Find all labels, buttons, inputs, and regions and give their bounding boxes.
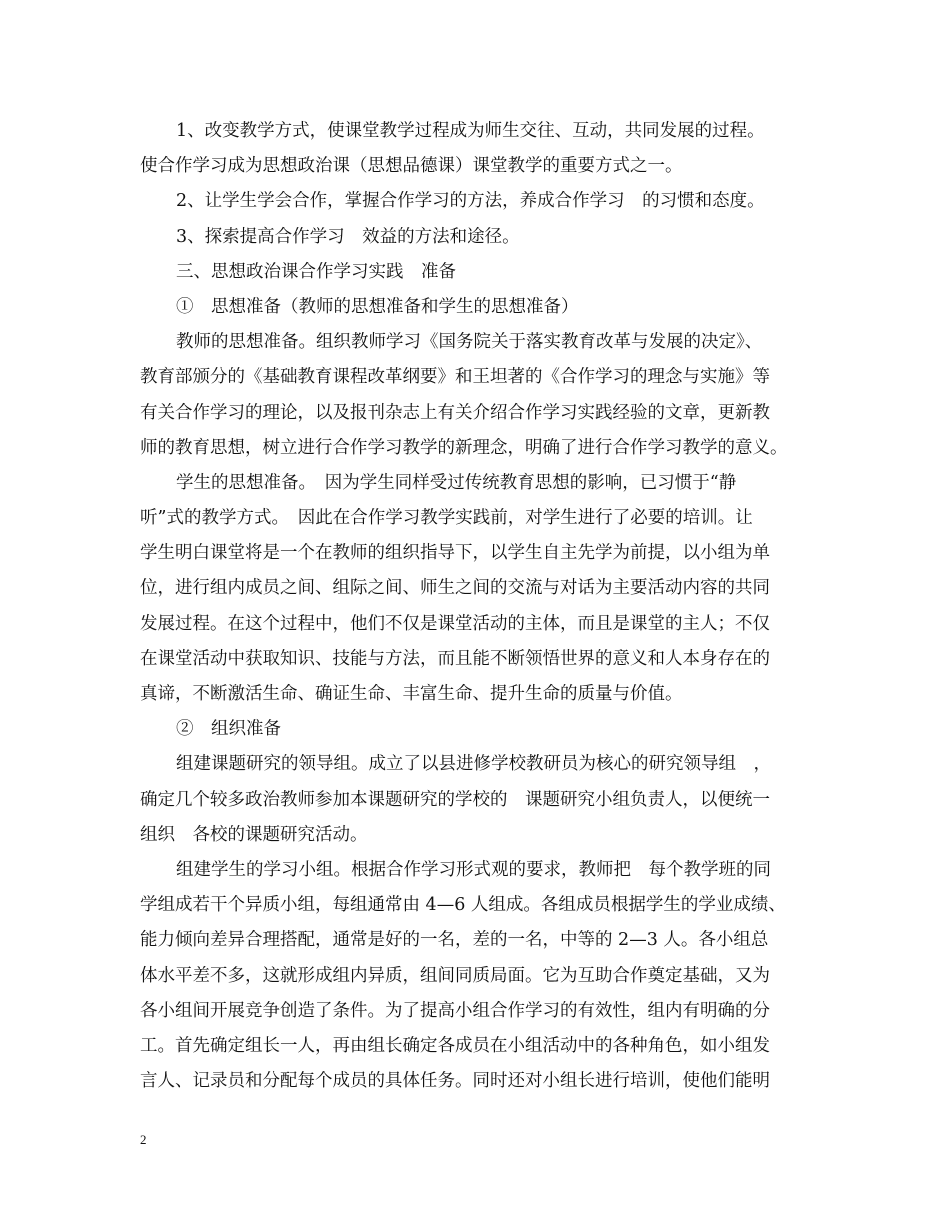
paragraph-line: 1、改变教学方式，使课堂教学过程成为师生交往、互动，共同发展的过程。 [176, 121, 765, 141]
paragraph-line: 2、让学生学会合作，掌握合作学习的方法，养成合作学习 的习惯和态度。 [176, 191, 765, 212]
paragraph-line: 确定几个较多政治教师参加本课题研究的学校的 课题研究小组负责人，以便统一 [140, 789, 770, 810]
paragraph-line: 言人、记录员和分配每个成员的具体任务。同时还对小组长进行培训，使他们能明 [140, 1071, 770, 1092]
paragraph-line: 组建课题研究的领导组。成立了以县进修学校教研员为核心的研究领导组 ， [176, 754, 771, 775]
paragraph-line: 组建学生的学习小组。根据合作学习形式观的要求，教师把 每个教学班的同 [176, 859, 771, 880]
page-number: 2 [140, 1132, 147, 1147]
paragraph-line: 3、探索提高合作学习 效益的方法和途径。 [176, 226, 520, 247]
paragraph-line: 体水平差不多，这就形成组内异质，组间同质局面。它为互助合作奠定基础，又为 [140, 965, 770, 986]
paragraph-line: 真谛，不断激活生命、确证生命、丰富生命、提升生命的质量与价值。 [140, 684, 683, 704]
paragraph-line: 教师的思想准备。组织教师学习《国务院关于落实教育改革与发展的决定》、 [176, 332, 763, 353]
paragraph-line: 发展过程。在这个过程中，他们不仅是课堂活动的主体，而且是课堂的主人；不仅 [140, 613, 770, 634]
paragraph-line: 位，进行组内成员之间、组际之间、师生之间的交流与对话为主要活动内容的共同 [140, 578, 770, 599]
paragraph-line: 师的教育思想，树立进行合作学习教学的新理念，明确了进行合作学习教学的意义。 [140, 437, 788, 458]
paragraph-line: 学生明白课堂将是一个在教师的组织指导下，以学生自主先学为前提，以小组为单 [140, 543, 770, 564]
paragraph-line: 组织 各校的课题研究活动。 [140, 824, 368, 845]
subsection-heading: ① 思想准备（教师的思想准备和学生的思想准备） [176, 296, 579, 317]
paragraph-line: 能力倾向差异合理搭配，通常是好的一名，差的一名，中等的 2—3 人。各小组总 [140, 930, 769, 951]
body-text [140, 114, 820, 1099]
paragraph-line: 在课堂活动中获取知识、技能与方法，而且能不断领悟世界的意义和人本身存在的 [140, 648, 770, 669]
section-heading: 三、思想政治课合作学习实践 准备 [176, 261, 456, 282]
paragraph-line: 工。首先确定组长一人，再由组长确定各成员在小组活动中的各种角色，如小组发 [140, 1035, 770, 1056]
subsection-heading: ② 组织准备 [176, 719, 281, 740]
paragraph-line: 教育部颁分的《基础教育课程改革纲要》和王坦著的《合作学习的理念与实施》等 [140, 367, 770, 388]
paragraph-line: 各小组间开展竞争创造了条件。为了提高小组合作学习的有效性，组内有明确的分 [140, 1000, 770, 1021]
paragraph-line: 学生的思想准备。 因为学生同样受过传统教育思想的影响，已习惯于“静 [176, 472, 737, 493]
paragraph-line: 学组成若干个异质小组，每组通常由 4—6 人组成。各组成员根据学生的学业成绩、 [140, 895, 786, 916]
paragraph-line: 有关合作学习的理论，以及报刊杂志上有关介绍合作学习实践经验的文章，更新教 [140, 402, 770, 423]
paragraph-line: 听”式的教学方式。 因此在合作学习教学实践前，对学生进行了必要的培训。让 [140, 508, 753, 529]
paragraph-line: 使合作学习成为思想政治课（思想品德课）课堂教学的重要方式之一。 [140, 156, 683, 177]
